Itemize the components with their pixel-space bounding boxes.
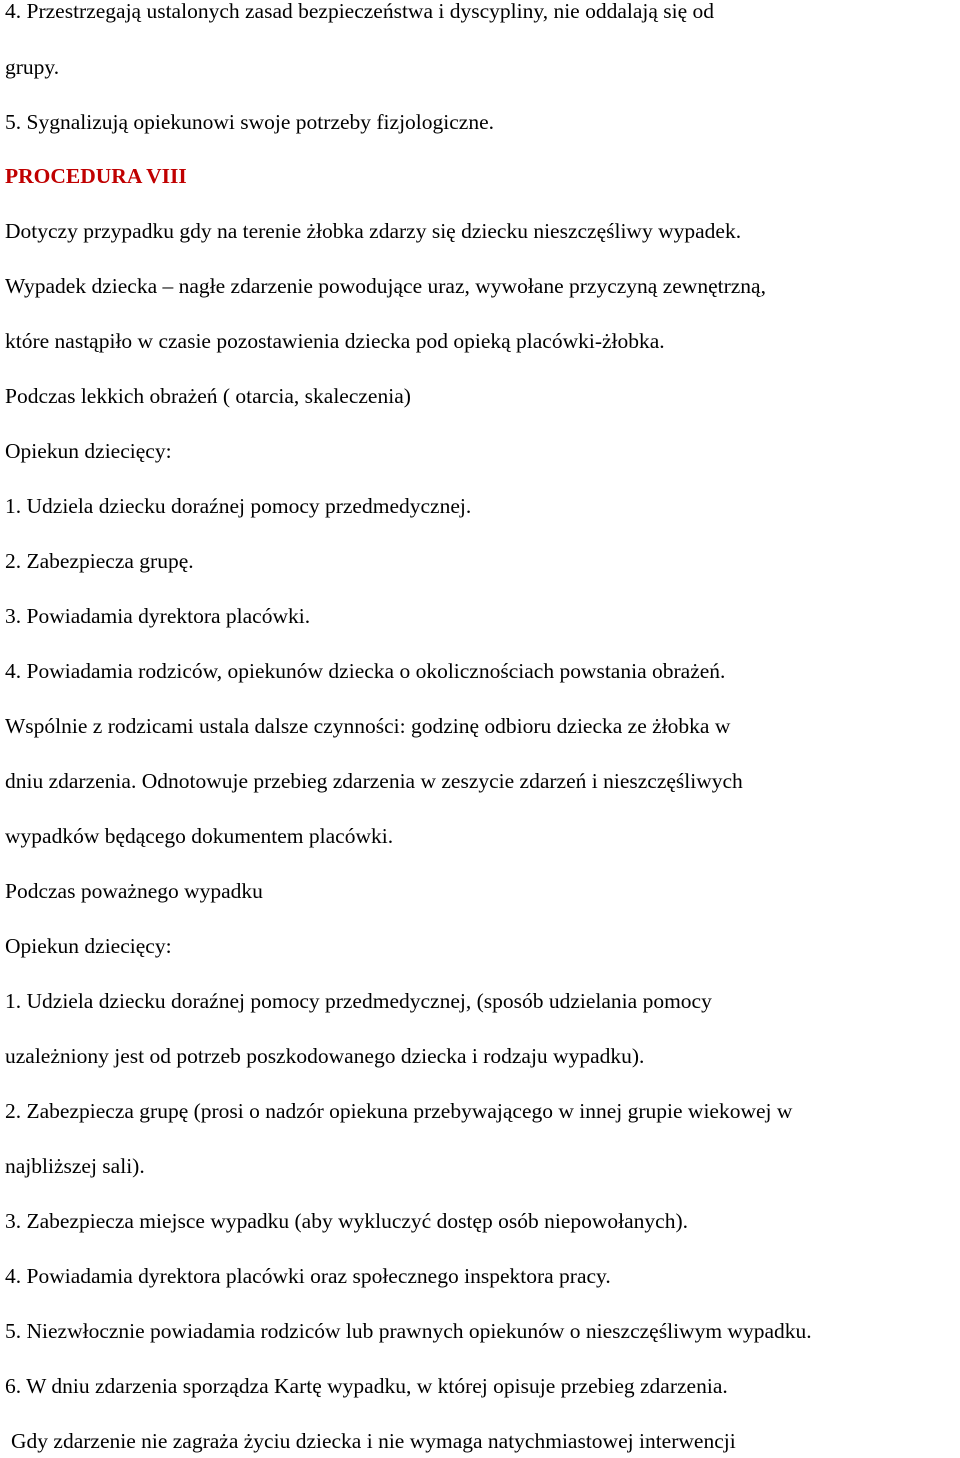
list-item: 4. Powiadamia rodziców, opiekunów dziecka o okolicznościach powstania obrażeń.	[5, 659, 726, 683]
list-item: 4. Powiadamia dyrektora placówki oraz społecznego inspektora pracy.	[5, 1264, 611, 1288]
list-item: 1. Udziela dziecku doraźnej pomocy przedmedycznej.	[5, 494, 472, 518]
subsection-label: Podczas lekkich obrażeń ( otarcia, skaleczenia)	[5, 384, 411, 408]
text-line: Gdy zdarzenie nie zagraża życiu dziecka i nie wymaga natychmiastowej interwencji	[11, 1429, 736, 1453]
text-line: Wspólnie z rodzicami ustala dalsze czynności: godzinę odbioru dziecka ze żłobka w	[5, 714, 731, 738]
role-label: Opiekun dziecięcy:	[5, 934, 172, 958]
text-line: najbliższej sali).	[5, 1154, 145, 1178]
text-line: 5. Sygnalizują opiekunowi swoje potrzeby fizjologiczne.	[5, 110, 494, 134]
list-item: 5. Niezwłocznie powiadamia rodziców lub prawnych opiekunów o nieszczęśliwym wypadku.	[5, 1319, 812, 1343]
list-item: 1. Udziela dziecku doraźnej pomocy przedmedycznej, (sposób udzielania pomocy	[5, 989, 712, 1013]
text-line: Dotyczy przypadku gdy na terenie żłobka zdarzy się dziecku nieszczęśliwy wypadek.	[5, 219, 742, 243]
text-line: 4. Przestrzegają ustalonych zasad bezpieczeństwa i dyscypliny, nie oddalają się od	[5, 0, 715, 23]
list-item: 2. Zabezpiecza grupę (prosi o nadzór opiekuna przebywającego w innej grupie wiekowej w	[5, 1099, 793, 1123]
role-label: Opiekun dziecięcy:	[5, 439, 172, 463]
text-line: które nastąpiło w czasie pozostawienia dziecka pod opieką placówki-żłobka.	[5, 329, 665, 353]
list-item: 3. Zabezpiecza miejsce wypadku (aby wykluczyć dostęp osób niepowołanych).	[5, 1209, 688, 1233]
text-line: wypadków będącego dokumentem placówki.	[5, 824, 394, 848]
section-heading: PROCEDURA VIII	[5, 164, 187, 188]
text-line: dniu zdarzenia. Odnotowuje przebieg zdarzenia w zeszycie zdarzeń i nieszczęśliwych	[5, 769, 743, 793]
subsection-label: Podczas poważnego wypadku	[5, 879, 263, 903]
list-item: 2. Zabezpiecza grupę.	[5, 549, 194, 573]
text-line: uzależniony jest od potrzeb poszkodowanego dziecka i rodzaju wypadku).	[5, 1044, 645, 1068]
list-item: 6. W dniu zdarzenia sporządza Kartę wypadku, w której opisuje przebieg zdarzenia.	[5, 1374, 728, 1398]
text-line: grupy.	[5, 55, 60, 79]
list-item: 3. Powiadamia dyrektora placówki.	[5, 604, 311, 628]
text-line: Wypadek dziecka – nagłe zdarzenie powodujące uraz, wywołane przyczyną zewnętrzną,	[5, 274, 766, 298]
